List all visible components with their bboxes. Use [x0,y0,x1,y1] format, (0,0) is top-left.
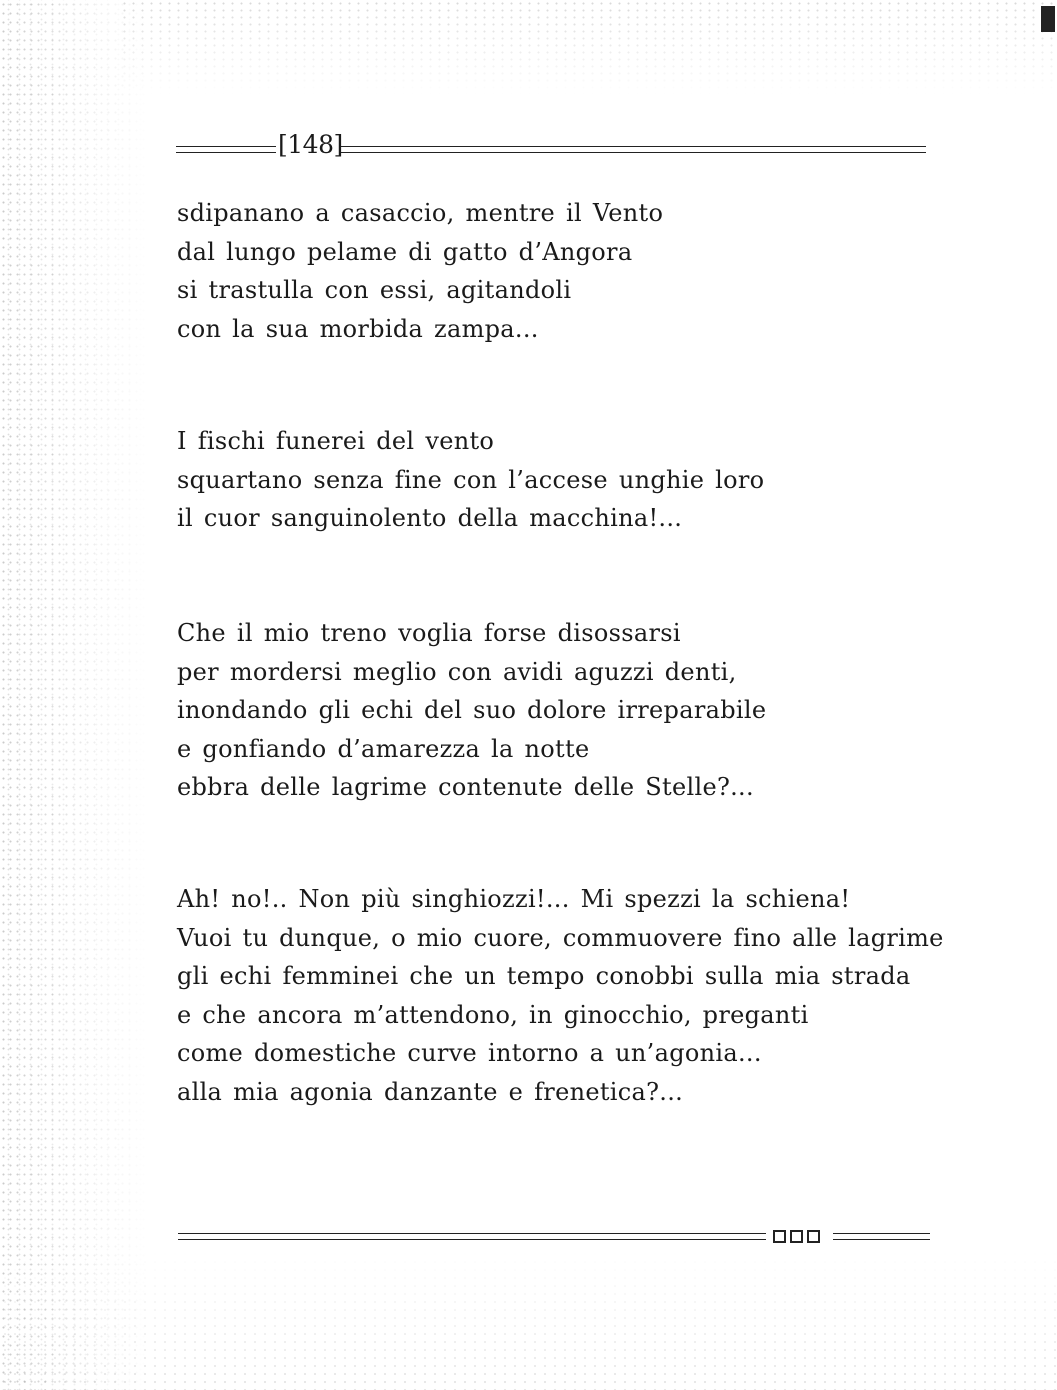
footer-rule-left [178,1233,766,1240]
square-ornament-icon [790,1230,803,1243]
poem-line: I fischi funerei del vento [177,427,495,455]
poem-line: e che ancora m’attendono, in ginocchio, preganti [177,1000,809,1029]
scan-noise-top [120,0,1057,95]
poem-line: il cuor sanguinolento della macchina!... [177,504,683,532]
scan-corner-mark [1041,6,1055,32]
stanza-4 [177,880,944,1111]
ornament-boxes [773,1230,820,1243]
header-rule-right [341,146,926,153]
footer-ornament [178,1225,930,1249]
poem-line: gli echi femminei che un tempo conobbi sulla mia strada [177,962,911,990]
poem-line: Vuoi tu dunque, o mio cuore, commuovere fino alle lagrime [177,923,944,952]
stanza-2 [177,422,764,538]
poem-line: e gonfiando d’amarezza la notte [177,734,590,763]
poem-line: alla mia agonia danzante e frenetica?... [177,1077,684,1106]
scan-noise-left [0,0,150,1390]
scan-noise-bottom [0,1250,1057,1390]
poem-line: per mordersi meglio con avidi aguzzi denti, [177,657,737,686]
stanza-3 [177,614,766,807]
page-number: [148] [278,130,343,159]
poem-line: squartano senza fine con l’accese unghie loro [177,465,765,494]
poem-line: si trastulla con essi, agitandoli [177,276,572,304]
poem-line: sdipanano a casaccio, mentre il Vento [177,199,664,227]
square-ornament-icon [773,1230,786,1243]
footer-rule-right [833,1233,930,1240]
poem-line: inondando gli echi del suo dolore irreparabile [177,696,767,724]
poem-line: ebbra delle lagrime contenute delle Stelle?... [177,773,754,801]
poem-line: con la sua morbida zampa... [177,314,539,343]
page-header [176,130,926,160]
header-rule-left [176,146,276,153]
poem-line: come domestiche curve intorno a un’agonia... [177,1039,762,1067]
stanza-1 [177,194,663,348]
square-ornament-icon [807,1230,820,1243]
poem-line: dal lungo pelame di gatto d’Angora [177,237,633,266]
poem-line: Che il mio treno voglia forse disossarsi [177,619,681,647]
poem-line: Ah! no!.. Non più singhiozzi!... Mi spezzi la schiena! [177,885,851,913]
